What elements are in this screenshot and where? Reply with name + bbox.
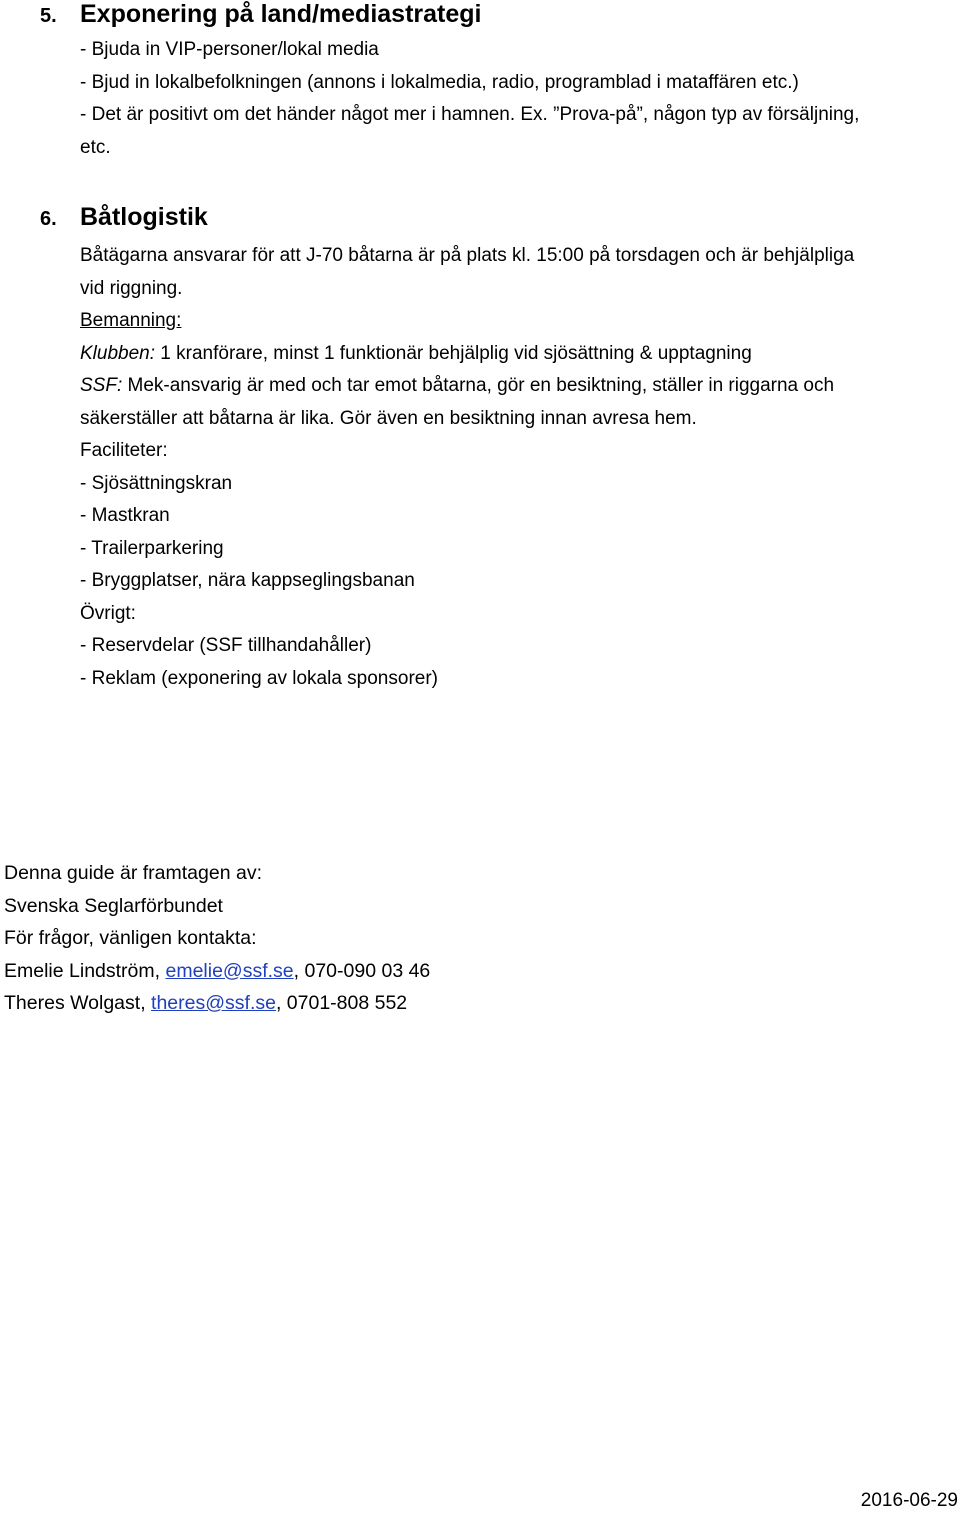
contact-2-phone: , 0701-808 552 [275,992,408,1014]
contact-1 [4,955,430,988]
section-6-intro-line: Båtägarna ansvarar för att J-70 båtarna är på plats kl. 15:00 på torsdagen och är behjälpliga [80,245,855,266]
section-6-body [80,240,950,695]
club-label: Klubben: [80,342,156,364]
club-staffing-line [80,338,950,371]
footer-contact-block [4,857,430,1020]
section-5-line: - Bjuda in VIP-personer/lokal media [80,39,379,60]
facilities-label: Faciliteter: [80,440,168,461]
section-6-intro-line: vid riggning. [80,277,183,299]
document-date: 2016-06-29 [860,1490,958,1511]
section-5-number: 5. [40,5,57,27]
contact-2-name: Theres Wolgast, [4,992,152,1014]
contact-1-email-link[interactable]: emelie@ssf.se [165,959,294,982]
contact-2 [4,987,430,1020]
section-6-title: Båtlogistik [80,203,208,231]
contact-1-name: Emelie Lindström, [4,959,166,982]
section-5-line: - Bjud in lokalbefolkningen (annons i lokalmedia, radio, programblad i mataffären etc.) [80,71,799,93]
ssf-staffing-line-2: säkerställer att båtarna är lika. Gör även en besiktning innan avresa hem. [80,407,697,429]
contact-2-email-link[interactable]: theres@ssf.se [151,992,276,1014]
facility-item: - Bryggplatser, nära kappseglingsbanan [80,570,415,591]
staffing-label: Bemanning: [80,310,182,331]
section-5-title: Exponering på land/mediastrategi [80,0,482,28]
section-6-number: 6. [40,208,57,230]
section-5-line: etc. [80,136,111,158]
footer-line-3: För frågor, vänligen kontakta: [4,927,257,949]
ssf-label: SSF: [80,375,123,396]
facility-item: - Trailerparkering [80,537,224,559]
footer-line-1: Denna guide är framtagen av: [4,862,262,884]
other-item: - Reklam (exponering av lokala sponsorer) [80,667,438,689]
ssf-staffing-line [80,370,950,403]
other-label: Övrigt: [80,602,136,624]
footer-line-2: Svenska Seglarförbundet [4,894,223,917]
facility-item: - Mastkran [80,505,170,526]
section-5-body [80,34,950,164]
other-item: - Reservdelar (SSF tillhandahåller) [80,635,372,656]
ssf-text: Mek-ansvarig är med och tar emot båtarna, gör en besiktning, ställer in riggarna och [122,375,835,396]
section-5-line: - Det är positivt om det händer något mer i hamnen. Ex. ”Prova-på”, någon typ av försäljning, [80,104,860,125]
facility-item: - Sjösättningskran [80,472,233,494]
club-text: 1 kranförare, minst 1 funktionär behjälplig vid sjösättning & upptagning [155,342,752,364]
contact-1-phone: , 070-090 03 46 [293,959,431,982]
